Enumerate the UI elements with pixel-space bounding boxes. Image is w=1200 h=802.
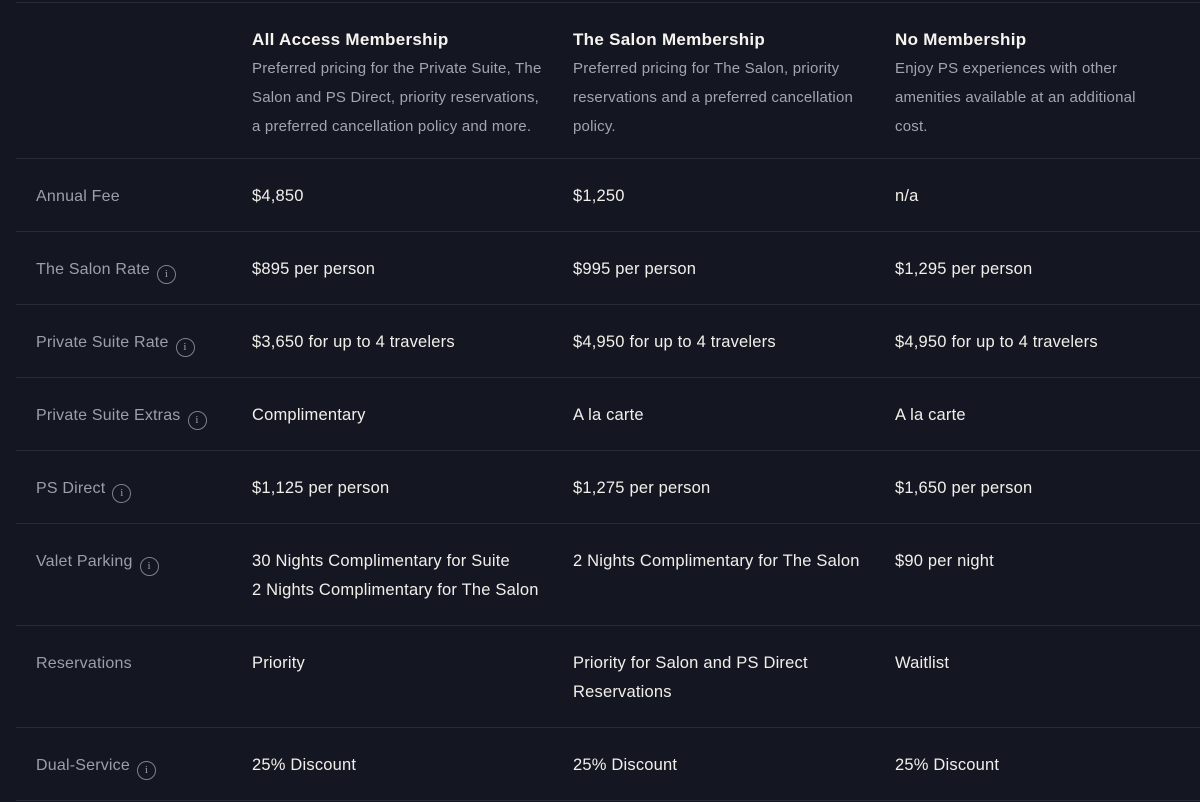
value-line: 25% Discount	[252, 756, 357, 774]
value-cell-salon	[573, 378, 895, 450]
info-icon[interactable]: i	[112, 484, 131, 503]
column-description: Preferred pricing for The Salon, priority reservations and a preferred cancellation policy.	[573, 60, 854, 135]
row-label: The Salon Rate	[36, 261, 150, 278]
row-label-cell	[16, 232, 252, 304]
column-description: Preferred pricing for the Private Suite, The Salon and PS Direct, priority reservations, a preferred cancellation policy and more.	[252, 60, 542, 135]
value-line: $4,950 for up to 4 travelers	[895, 333, 1098, 351]
info-icon[interactable]: i	[176, 338, 195, 357]
value-line: $1,250	[573, 187, 625, 205]
value-line: $3,650 for up to 4 travelers	[252, 333, 455, 351]
row-label: Valet Parking	[36, 553, 133, 570]
value-cell-salon	[573, 626, 895, 727]
row-label-cell	[16, 728, 252, 800]
value-cell-all-access	[252, 451, 573, 523]
column-title: All Access Membership	[252, 30, 449, 49]
row-label-cell	[16, 378, 252, 450]
value-cell-no-membership	[895, 524, 1200, 625]
value-line: $4,950 for up to 4 travelers	[573, 333, 776, 351]
table-row	[16, 451, 1200, 524]
value-cell-no-membership	[895, 728, 1200, 800]
value-line: A la carte	[895, 406, 966, 424]
table-row	[16, 159, 1200, 232]
value-line: Priority	[252, 654, 305, 672]
value-cell-all-access	[252, 305, 573, 377]
info-icon[interactable]: i	[140, 557, 159, 576]
value-cell-no-membership	[895, 451, 1200, 523]
value-line: A la carte	[573, 406, 644, 424]
column-header-salon	[573, 3, 895, 158]
info-icon[interactable]: i	[137, 761, 156, 780]
table-row	[16, 305, 1200, 378]
row-label: Dual-Service	[36, 757, 130, 774]
value-line: $90 per night	[895, 552, 994, 570]
value-cell-all-access	[252, 728, 573, 800]
value-cell-all-access	[252, 626, 573, 727]
column-title: No Membership	[895, 30, 1027, 49]
table-header-row	[16, 3, 1200, 159]
value-cell-no-membership	[895, 626, 1200, 727]
value-cell-salon	[573, 232, 895, 304]
membership-comparison-table	[16, 2, 1200, 801]
value-line: $4,850	[252, 187, 304, 205]
row-label: PS Direct	[36, 480, 106, 497]
value-line: 2 Nights Complimentary for The Salon	[252, 581, 539, 599]
value-line: $895 per person	[252, 260, 376, 278]
row-label: Annual Fee	[36, 188, 120, 205]
value-line: Waitlist	[895, 654, 950, 672]
table-row	[16, 232, 1200, 305]
value-line: 25% Discount	[895, 756, 1000, 774]
column-description: Enjoy PS experiences with other amenities available at an additional cost.	[895, 60, 1136, 135]
value-cell-all-access	[252, 232, 573, 304]
value-cell-salon	[573, 524, 895, 625]
value-line: 30 Nights Complimentary for Suite	[252, 552, 510, 570]
row-label-cell	[16, 159, 252, 231]
table-body	[16, 159, 1200, 801]
value-cell-salon	[573, 159, 895, 231]
value-line: $1,125 per person	[252, 479, 390, 497]
value-cell-no-membership	[895, 159, 1200, 231]
value-cell-all-access	[252, 524, 573, 625]
row-label: Private Suite Rate	[36, 334, 169, 351]
row-label: Reservations	[36, 655, 132, 672]
table-row	[16, 728, 1200, 801]
value-cell-no-membership	[895, 232, 1200, 304]
column-header-all-access	[252, 3, 573, 158]
value-line: $995 per person	[573, 260, 697, 278]
value-line: n/a	[895, 187, 919, 205]
value-cell-all-access	[252, 159, 573, 231]
value-cell-salon	[573, 728, 895, 800]
info-icon[interactable]: i	[188, 411, 207, 430]
row-label-cell	[16, 305, 252, 377]
value-line: 2 Nights Complimentary for The Salon	[573, 552, 860, 570]
column-title: The Salon Membership	[573, 30, 766, 49]
row-label: Private Suite Extras	[36, 407, 181, 424]
value-cell-all-access	[252, 378, 573, 450]
value-cell-no-membership	[895, 378, 1200, 450]
value-line: $1,295 per person	[895, 260, 1033, 278]
row-label-cell	[16, 626, 252, 727]
value-line: Priority for Salon and PS Direct	[573, 654, 808, 672]
row-label-cell	[16, 451, 252, 523]
row-label-cell	[16, 524, 252, 625]
table-row	[16, 626, 1200, 728]
value-line: Complimentary	[252, 406, 366, 424]
info-icon[interactable]: i	[157, 265, 176, 284]
value-line: Reservations	[573, 683, 672, 701]
value-cell-no-membership	[895, 305, 1200, 377]
value-cell-salon	[573, 451, 895, 523]
value-line: $1,275 per person	[573, 479, 711, 497]
header-spacer-cell	[16, 3, 252, 158]
value-cell-salon	[573, 305, 895, 377]
value-line: $1,650 per person	[895, 479, 1033, 497]
table-row	[16, 378, 1200, 451]
table-row	[16, 524, 1200, 626]
column-header-no-membership	[895, 3, 1200, 158]
value-line: 25% Discount	[573, 756, 678, 774]
